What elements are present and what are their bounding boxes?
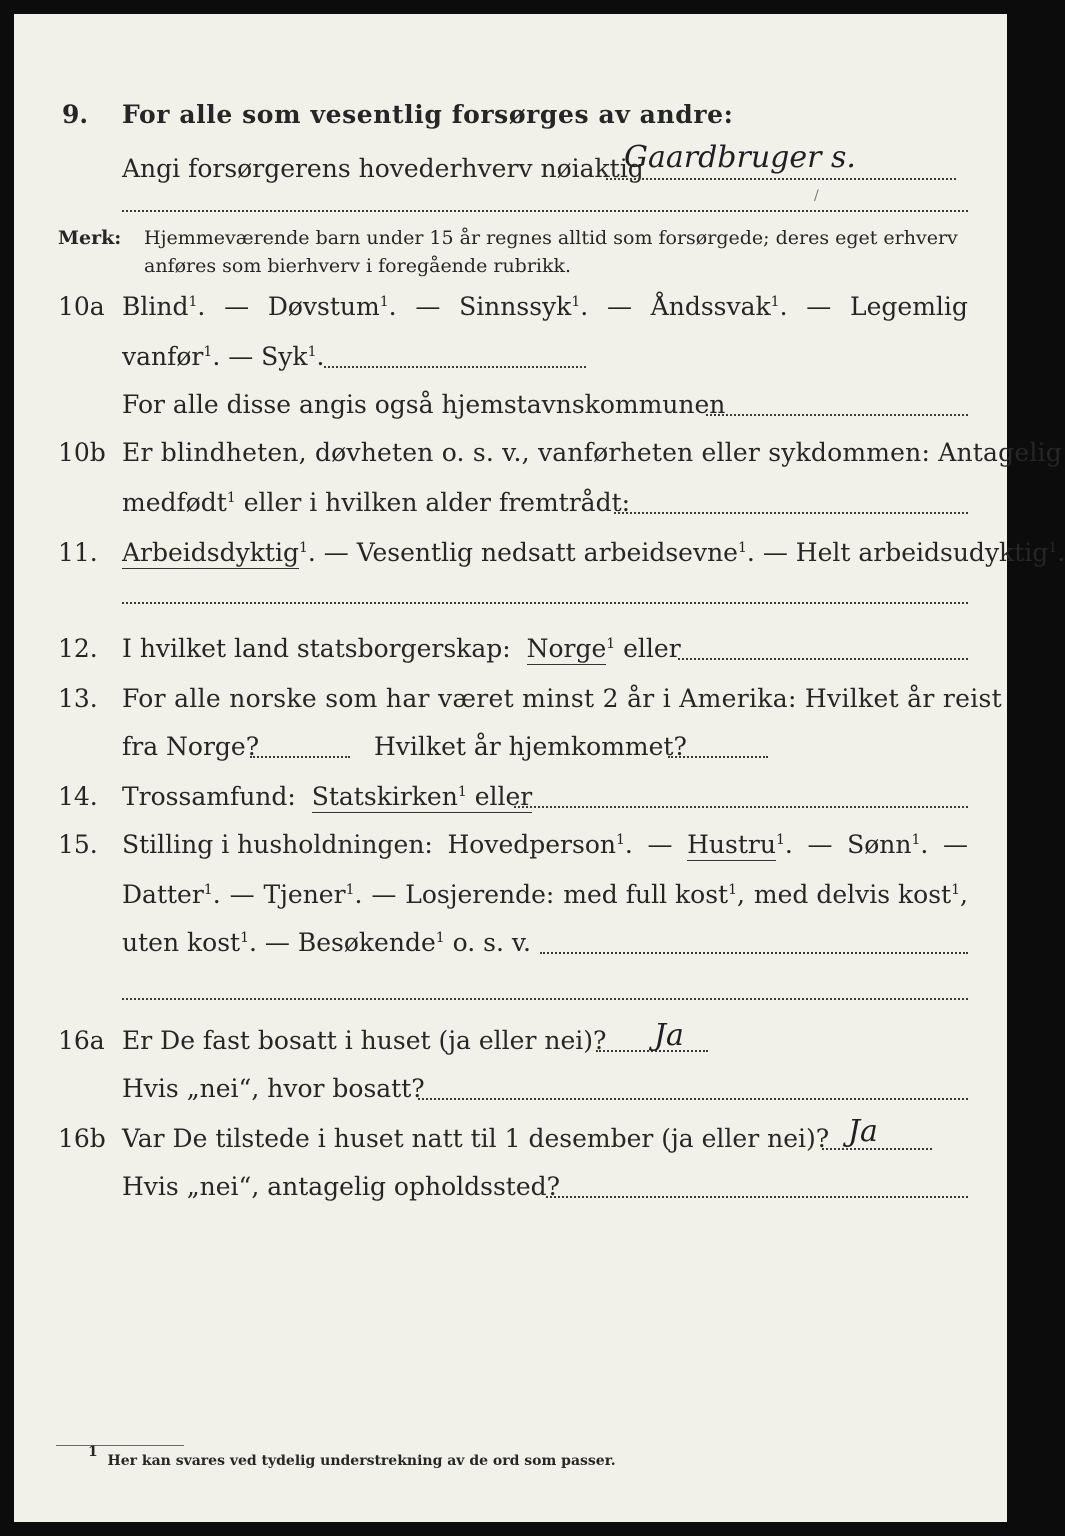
q11-answer-line (122, 600, 968, 604)
q15-answer-line (540, 950, 968, 954)
q11-line: Arbeidsdyktig$^1$. — Vesentlig nedsatt arbeidsevne$^1$. — Helt arbeidsudyktig$^1$. (122, 538, 1065, 567)
footnote-text: Her kan svares ved tydelig understrekning av de ord som passer. (107, 1453, 616, 1469)
merk-line2: anføres som bierhverv i foregående rubrikk. (144, 255, 572, 277)
q10b-line2: medfødt$^1$ eller i hvilken alder fremtrådt: (122, 488, 631, 517)
q16a-handwritten-answer: Ja (654, 1018, 684, 1053)
q15-losjerende: Losjerende: (405, 880, 555, 909)
q15-sonn: Sønn$^1$. (847, 830, 929, 859)
q15-uten-kost: uten kost (122, 928, 241, 957)
q10b-number: 10b (58, 438, 106, 467)
q12-eller: eller (623, 634, 681, 663)
merk-label: Merk: (58, 227, 122, 249)
q16b-line2: Hvis „nei“, antagelig opholdssted? (122, 1172, 561, 1201)
q10b-answer-line (614, 510, 968, 514)
q10a-syk: Syk (261, 342, 308, 371)
q10a-line1 (122, 292, 968, 322)
q16b-line1: Var De tilstede i huset natt til 1 desember (ja eller nei)? (122, 1124, 830, 1153)
q15-stilling: Stilling i husholdningen: (122, 830, 433, 859)
q10a-syk-line (324, 364, 586, 368)
q14-text: Trossamfund: (122, 782, 296, 811)
dash: — (606, 292, 632, 321)
q12-norge: Norge (526, 634, 607, 663)
q9-line2: Angi forsørgerens hovederhverv nøiaktig (122, 154, 644, 183)
q10a-line2: vanfør$^1$. — Syk$^1$. (122, 342, 325, 371)
q13-number: 13. (58, 684, 98, 713)
q15-delvis-kost: med delvis kost$^1$, (753, 880, 968, 909)
q14-number: 14. (58, 782, 98, 811)
q16a-answer-line (596, 1048, 708, 1052)
q14-answer-line (514, 804, 968, 808)
dash: — (224, 292, 250, 321)
q9-answer-line (606, 176, 956, 180)
q15-second-line (122, 996, 968, 1000)
q13-fra-line (250, 754, 350, 758)
q15-tjener: Tjener$^1$. (263, 880, 363, 909)
q16a-line2: Hvis „nei“, hvor bosatt? (122, 1074, 425, 1103)
q11-arbeidsdyktig: Arbeidsdyktig (122, 538, 299, 567)
q15-line2: Datter$^1$. — Tjener$^1$. — Losjerende: med full kost$^1$, med delvis kost$^1$, (122, 880, 968, 909)
q10a-sinnssyk: Sinnssyk$^1$. (459, 292, 589, 321)
q10a-blind: Blind$^1$. (122, 292, 206, 321)
q15-datter: Datter$^1$. (122, 880, 221, 909)
q15-besokende: Besøkende (297, 928, 436, 957)
q13-line1: For alle norske som har været minst 2 år i Amerika: Hvilket år reist (122, 684, 1003, 713)
q13-hjem-line (668, 754, 768, 758)
q12-text: I hvilket land statsborgerskap: (122, 634, 511, 663)
q11-nedsatt: Vesentlig nedsatt arbeidsevne (356, 538, 738, 567)
q15-line3: uten kost$^1$. — Besøkende$^1$ o. s. v. (122, 928, 531, 957)
q11-udyktig: Helt arbeidsudyktig (795, 538, 1049, 567)
dash: — (806, 292, 832, 321)
q10b-line1: Er blindheten, døvheten o. s. v., vanførheten eller sykdommen: Antagelig (122, 438, 1062, 467)
census-form-page (14, 14, 1065, 1522)
q9-second-answer-line (122, 208, 968, 212)
q16a-bosatt-line (418, 1096, 968, 1100)
q15-hovedperson: Hovedperson$^1$. (447, 830, 633, 859)
q9-line1: For alle som vesentlig forsørges av andre: (122, 100, 734, 129)
q9-number: 9. (62, 100, 89, 129)
q10a-vanfor: vanfør (122, 342, 204, 371)
q10a-andssvak: Åndssvak$^1$. (650, 292, 788, 321)
q10a-dovstum: Døvstum$^1$. (267, 292, 397, 321)
q12-line: I hvilket land statsborgerskap: Norge$^1$ eller (122, 634, 681, 663)
q10b-alder: eller i hvilken alder fremtrådt: (243, 488, 631, 517)
q11-number: 11. (58, 538, 98, 567)
q15-number: 15. (58, 830, 98, 859)
pencil-mark: / (814, 188, 819, 204)
q16a-line1: Er De fast bosatt i huset (ja eller nei)? (122, 1026, 607, 1055)
footnote (88, 1444, 616, 1470)
q13-hjemkommet: Hvilket år hjemkommet? (374, 732, 687, 761)
q12-number: 12. (58, 634, 98, 663)
q16b-handwritten-answer: Ja (848, 1114, 878, 1149)
dash: — (415, 292, 441, 321)
q16a-number: 16a (58, 1026, 105, 1055)
q14-statskirken: Statskirken (311, 782, 458, 811)
q16b-opholdssted-line (546, 1194, 968, 1198)
q15-full-kost: med full kost$^1$, (563, 880, 745, 909)
q10a-legemlig: Legemlig (850, 292, 968, 321)
q15-line1: Stilling i husholdningen: Hovedperson$^1$. — Hustru$^1$. — Sønn$^1$. — (122, 830, 968, 859)
q10b-medfodt: medfødt (122, 488, 227, 517)
q10a-number: 10a (58, 292, 105, 321)
q16b-number: 16b (58, 1124, 106, 1153)
merk-line1: Hjemmeværende barn under 15 år regnes alltid som forsørgede; deres eget erhverv (144, 227, 958, 249)
footnote-rule (56, 1445, 184, 1446)
q9-handwritten-answer: Gaardbruger s. (624, 140, 856, 175)
q12-answer-line (678, 656, 968, 660)
q14-line: Trossamfund: Statskirken$^1$ eller (122, 782, 533, 811)
q10a-line3: For alle disse angis også hjemstavnskommunen (122, 390, 726, 419)
q13-fra-norge: fra Norge? (122, 732, 260, 761)
footnote-mark: 1 (88, 1444, 98, 1460)
q15-hustru: Hustru$^1$. (687, 830, 793, 859)
q10a-kommune-line (706, 412, 968, 416)
